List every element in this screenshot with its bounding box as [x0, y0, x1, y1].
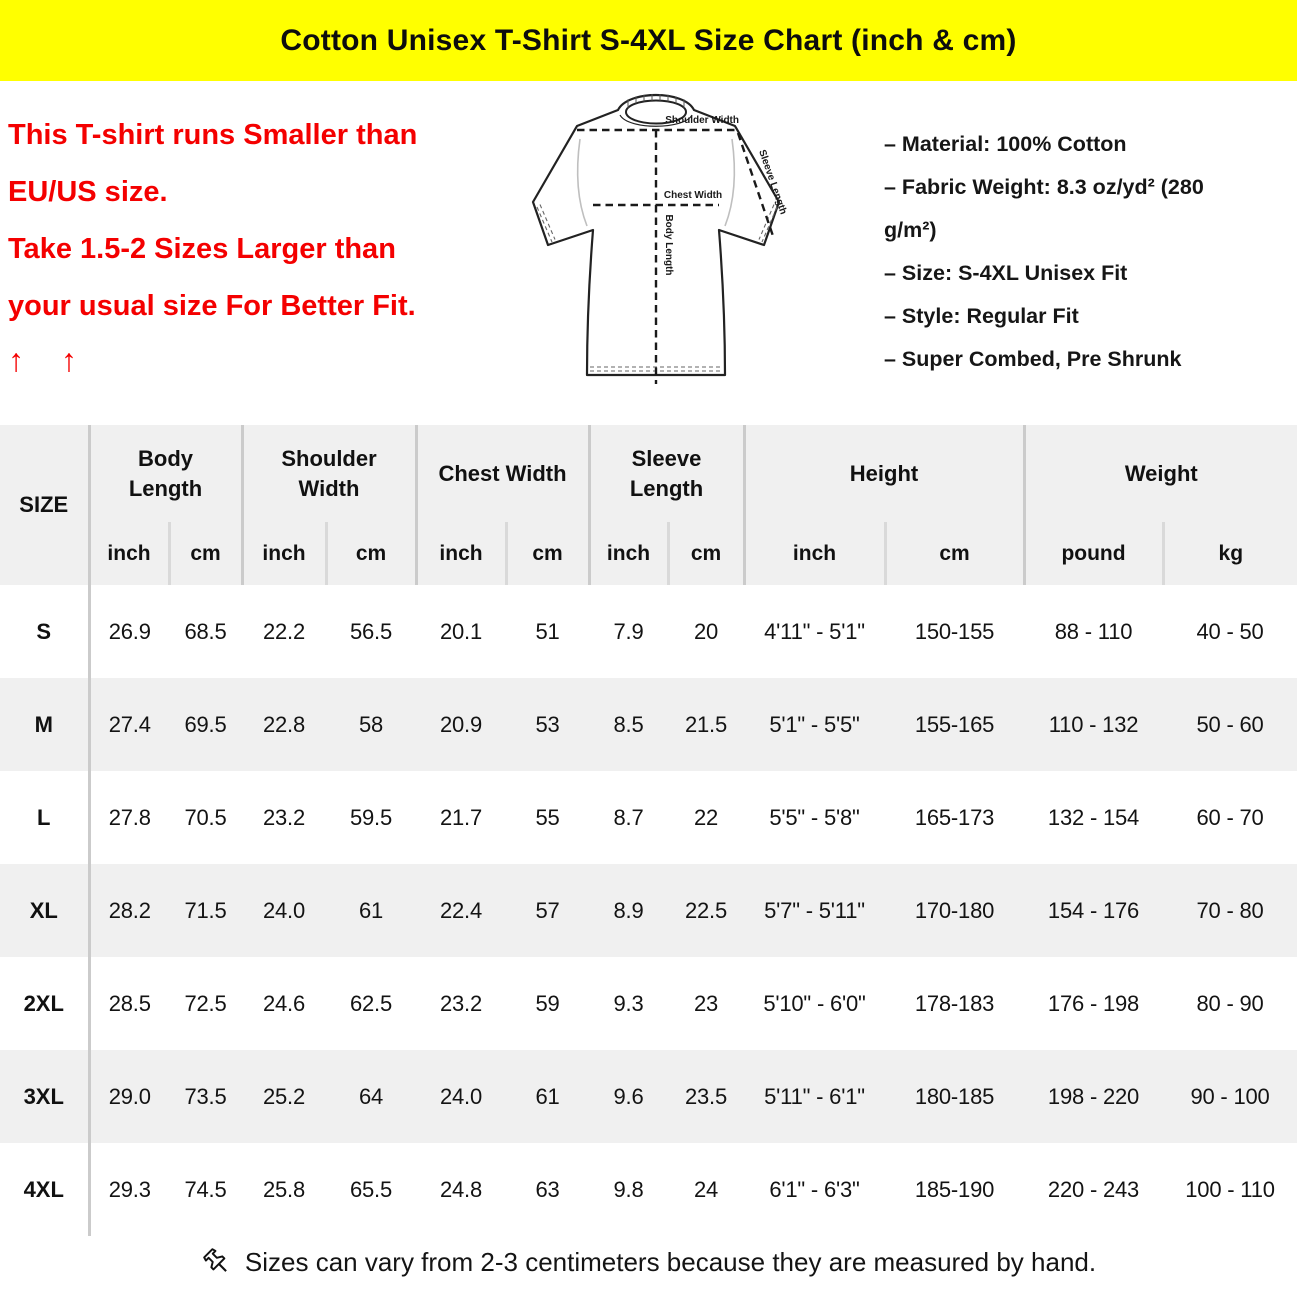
- value-cell: 165-173: [914, 804, 995, 830]
- unit-header: cm: [506, 522, 589, 585]
- value-cell: 22.4: [439, 897, 483, 923]
- value-cell: 88 - 110: [1054, 618, 1133, 644]
- table-row: [0, 678, 1297, 771]
- table-body: [0, 585, 1297, 1236]
- value-cell: 63: [535, 1176, 560, 1202]
- value-cell: 29.3: [108, 1176, 151, 1202]
- value-cell: 53: [535, 711, 560, 737]
- value-cell: 22.2: [262, 618, 306, 644]
- value-cell: 69.5: [184, 711, 227, 737]
- info-section: [0, 81, 1297, 425]
- value-cell: 20.9: [439, 711, 483, 737]
- spec-line: – Super Combed, Pre Shrunk: [884, 347, 1182, 371]
- col-group-weight: Weight: [1024, 425, 1297, 522]
- size-cell: 2XL: [0, 957, 89, 1050]
- value-cell: 22.5: [684, 897, 728, 923]
- value-cell: 65.5: [349, 1176, 393, 1202]
- value-cell: 8.9: [613, 897, 644, 923]
- col-group-chest-width: Chest Width: [416, 425, 589, 522]
- unit-header: cm: [326, 522, 416, 585]
- col-group-height: Height: [744, 425, 1024, 522]
- pushpin-icon: [201, 1247, 232, 1278]
- value-cell: 9.8: [613, 1176, 644, 1202]
- value-cell: 8.7: [613, 804, 644, 830]
- value-cell: 110 - 132: [1048, 711, 1139, 737]
- value-cell: 170-180: [914, 897, 995, 923]
- value-cell: 60 - 70: [1196, 804, 1264, 830]
- value-cell: 26.9: [108, 618, 151, 644]
- tshirt-figure: [516, 83, 798, 410]
- value-cell: 70.5: [184, 804, 227, 830]
- value-cell: 185-190: [914, 1176, 995, 1202]
- table-row: [0, 1143, 1297, 1236]
- warning-line: your usual size For Better Fit.: [8, 290, 416, 322]
- value-cell: 71.5: [184, 897, 227, 923]
- value-cell: 50 - 60: [1196, 711, 1264, 737]
- note: [0, 1236, 1297, 1289]
- value-cell: 28.5: [108, 990, 151, 1016]
- size-cell: XL: [0, 864, 89, 957]
- value-cell: 59: [535, 990, 560, 1016]
- value-cell: 25.2: [262, 1083, 306, 1109]
- table-row: [0, 957, 1297, 1050]
- value-cell: 70 - 80: [1196, 897, 1264, 923]
- value-cell: 23: [693, 990, 719, 1016]
- value-cell: 21.5: [684, 711, 728, 737]
- value-cell: 25.8: [262, 1176, 306, 1202]
- warning-line: This T-shirt runs Smaller than: [8, 119, 418, 151]
- value-cell: 72.5: [184, 990, 227, 1016]
- value-cell: 5'11" - 6'1": [764, 1083, 865, 1109]
- size-cell: 3XL: [0, 1050, 89, 1143]
- value-cell: 150-155: [914, 618, 995, 644]
- spec-line: – Style: Regular Fit: [884, 304, 1079, 328]
- value-cell: 155-165: [914, 711, 995, 737]
- value-cell: 56.5: [349, 618, 393, 644]
- table-header-group-row: [0, 425, 1297, 522]
- value-cell: 154 - 176: [1047, 897, 1140, 923]
- value-cell: 23.2: [439, 990, 483, 1016]
- chest-width-label: Chest Width: [663, 190, 723, 201]
- value-cell: 90 - 100: [1190, 1083, 1270, 1109]
- table-row: [0, 585, 1297, 678]
- value-cell: 6'1" - 6'3": [769, 1176, 860, 1202]
- col-group-sleeve-length: Sleeve Length: [589, 425, 744, 522]
- value-cell: 22: [693, 804, 719, 830]
- value-cell: 64: [358, 1083, 384, 1109]
- value-cell: 51: [535, 618, 560, 644]
- value-cell: 24: [693, 1176, 719, 1202]
- value-cell: 57: [535, 897, 560, 923]
- warning-line: EU/US size.: [8, 176, 168, 208]
- unit-header: inch: [242, 522, 326, 585]
- size-cell: 4XL: [0, 1143, 89, 1236]
- unit-header: inch: [589, 522, 668, 585]
- table-header-unit-row: [0, 522, 1297, 585]
- spec-line: – Size: S-4XL Unisex Fit: [884, 261, 1128, 285]
- size-cell: L: [0, 771, 89, 864]
- value-cell: 58: [358, 711, 384, 737]
- tshirt-diagram-icon: [516, 83, 798, 405]
- value-cell: 5'1" - 5'5": [769, 711, 860, 737]
- size-cell: S: [0, 585, 89, 678]
- value-cell: 9.6: [613, 1083, 644, 1109]
- value-cell: 55: [535, 804, 560, 830]
- value-cell: 40 - 50: [1196, 618, 1264, 644]
- table-row: [0, 771, 1297, 864]
- unit-header: inch: [416, 522, 506, 585]
- product-specs-list: [884, 123, 1204, 381]
- value-cell: 80 - 90: [1196, 990, 1264, 1016]
- value-cell: 24.8: [439, 1176, 483, 1202]
- shoulder-width-label: Shoulder Width: [665, 115, 739, 126]
- value-cell: 27.8: [108, 804, 151, 830]
- value-cell: 5'7" - 5'11": [764, 897, 865, 923]
- warning-line: Take 1.5-2 Sizes Larger than: [8, 233, 396, 265]
- up-arrows-icon: ↑ ↑: [8, 342, 91, 378]
- page-title: Cotton Unisex T-Shirt S-4XL Size Chart (inch & cm): [280, 23, 1017, 57]
- value-cell: 9.3: [613, 990, 644, 1016]
- value-cell: 7.9: [613, 618, 644, 644]
- value-cell: 8.5: [613, 711, 644, 737]
- value-cell: 20: [693, 618, 719, 644]
- value-cell: 28.2: [108, 897, 151, 923]
- value-cell: 4'11" - 5'1": [764, 618, 865, 644]
- sleeve-length-label: Sleeve Length: [756, 148, 789, 217]
- unit-header: cm: [668, 522, 744, 585]
- value-cell: 198 - 220: [1047, 1083, 1140, 1109]
- unit-header: inch: [89, 522, 169, 585]
- value-cell: 22.8: [262, 711, 306, 737]
- unit-header: cm: [169, 522, 242, 585]
- value-cell: 5'10" - 6'0": [763, 990, 866, 1016]
- size-cell: M: [0, 678, 89, 771]
- spec-line: – Material: 100% Cotton: [884, 132, 1127, 156]
- table-header: [0, 425, 1297, 585]
- size-chart-table: [0, 425, 1297, 1236]
- value-cell: 61: [358, 897, 384, 923]
- unit-header: cm: [885, 522, 1024, 585]
- spec-line: g/m²): [884, 218, 937, 242]
- value-cell: 68.5: [184, 618, 227, 644]
- note-text: Sizes can vary from 2-3 centimeters because they are measured by hand.: [244, 1247, 1097, 1277]
- value-cell: 62.5: [349, 990, 393, 1016]
- value-cell: 24.0: [262, 897, 306, 923]
- value-cell: 59.5: [349, 804, 393, 830]
- value-cell: 74.5: [184, 1176, 227, 1202]
- unit-header: pound: [1024, 522, 1163, 585]
- value-cell: 178-183: [914, 990, 995, 1016]
- col-header-size: SIZE: [0, 425, 89, 585]
- col-group-shoulder-width: Shoulder Width: [242, 425, 416, 522]
- value-cell: 24.0: [439, 1083, 483, 1109]
- value-cell: 176 - 198: [1047, 990, 1140, 1016]
- value-cell: 27.4: [108, 711, 151, 737]
- fit-warning-text: [8, 107, 417, 385]
- value-cell: 21.7: [439, 804, 483, 830]
- value-cell: 29.0: [108, 1083, 151, 1109]
- value-cell: 61: [535, 1083, 560, 1109]
- title-bar: [0, 0, 1297, 81]
- unit-header: kg: [1163, 522, 1297, 585]
- value-cell: 24.6: [262, 990, 306, 1016]
- spec-line: – Fabric Weight: 8.3 oz/yd² (280: [884, 175, 1204, 199]
- value-cell: 180-185: [914, 1083, 995, 1109]
- table-row: [0, 864, 1297, 957]
- value-cell: 20.1: [439, 618, 483, 644]
- value-cell: 220 - 243: [1047, 1176, 1140, 1202]
- col-group-body-length: Body Length: [89, 425, 242, 522]
- table-row: [0, 1050, 1297, 1143]
- value-cell: 23.2: [262, 804, 306, 830]
- value-cell: 23.5: [684, 1083, 728, 1109]
- value-cell: 73.5: [184, 1083, 227, 1109]
- value-cell: 5'5" - 5'8": [769, 804, 860, 830]
- unit-header: inch: [744, 522, 885, 585]
- body-length-label: Body Length: [663, 214, 674, 276]
- value-cell: 100 - 110: [1185, 1176, 1275, 1202]
- value-cell: 132 - 154: [1047, 804, 1140, 830]
